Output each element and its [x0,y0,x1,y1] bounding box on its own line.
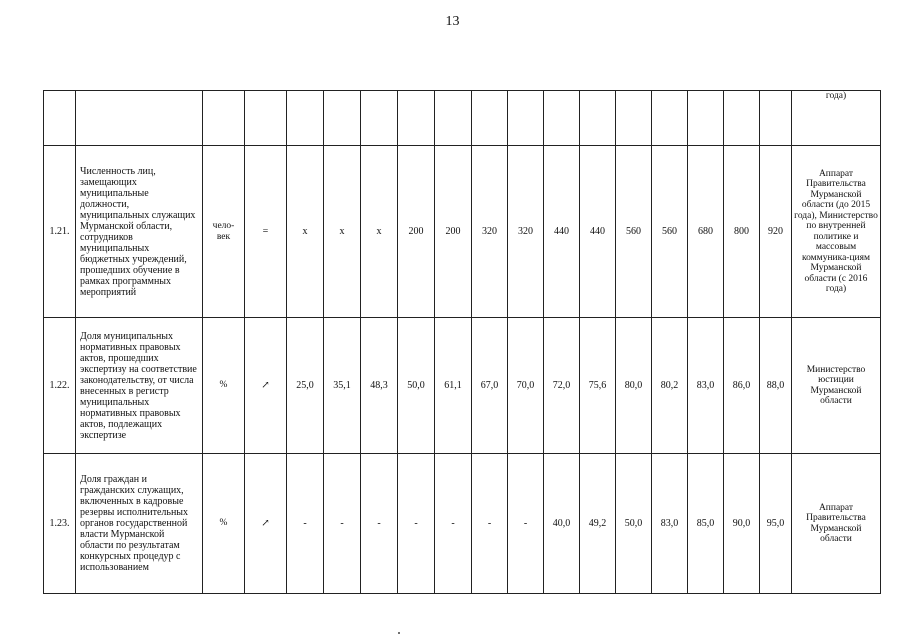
value-cell: 67,0 [472,318,508,454]
value-cell: х [361,146,398,318]
row-number: 1.22. [44,318,76,454]
value-cell: 90,0 [724,454,760,594]
indicators-table [43,90,881,594]
value-cell: 35,1 [324,318,361,454]
value-cell: 49,2 [580,454,616,594]
responsible-body: Аппарат Правительства Мурманской области [792,454,881,594]
value-cell: х [324,146,361,318]
value-cell: 40,0 [544,454,580,594]
cell-responsible: года) [792,91,881,146]
value-cell: - [287,454,324,594]
value-cell: 50,0 [616,454,652,594]
cell-direction [245,91,287,146]
value-cell: 83,0 [688,318,724,454]
value-cell: - [508,454,544,594]
value-cell: - [435,454,472,594]
value-cell: 320 [472,146,508,318]
value-cell: 88,0 [760,318,792,454]
trend-direction: ↗ [245,454,287,594]
row-number: 1.23. [44,454,76,594]
cell-name [76,91,203,146]
value-cell: 70,0 [508,318,544,454]
value-cell: 200 [435,146,472,318]
trend-direction: ↗ [245,318,287,454]
value-cell: 48,3 [361,318,398,454]
value-cell: 85,0 [688,454,724,594]
value-cell: 680 [688,146,724,318]
unit: чело- век [203,146,245,318]
unit: % [203,318,245,454]
scan-speck [398,632,400,634]
unit: % [203,454,245,594]
value-cell: - [324,454,361,594]
table-row [44,318,881,454]
value-cell: 800 [724,146,760,318]
cell-unit [203,91,245,146]
responsible-body: Аппарат Правительства Мурманской области (до 2015 года), Министерство по внутренней политике и массовым коммуника-циям Мурманской области (с 2016 года) [792,146,881,318]
indicator-name: Численность лиц, замещающих муниципальные должности, муниципальных служащих Мурманской области, сотрудников муниципальных бюджетных учреждений, прошедших обучение в рамках программных мероприятий [76,146,203,318]
responsible-body: Министерство юстиции Мурманской области [792,318,881,454]
continuation-row [44,91,881,146]
value-cell: 72,0 [544,318,580,454]
value-cell: 560 [616,146,652,318]
value-cell: х [287,146,324,318]
cell-num [44,91,76,146]
page-number: 13 [445,14,460,29]
indicator-name: Доля граждан и гражданских служащих, включенных в кадровые резервы исполнительных органов государственной власти Мурманской области по результатам конкурсных процедур с использованием [76,454,203,594]
value-cell: 80,0 [616,318,652,454]
value-cell: 95,0 [760,454,792,594]
value-cell: 440 [580,146,616,318]
value-cell: 25,0 [287,318,324,454]
value-cell: 560 [652,146,688,318]
value-cell: - [472,454,508,594]
value-cell: 200 [398,146,435,318]
row-number: 1.21. [44,146,76,318]
value-cell: 61,1 [435,318,472,454]
value-cell: 86,0 [724,318,760,454]
value-cell: - [398,454,435,594]
trend-direction: = [245,146,287,318]
value-cell: 83,0 [652,454,688,594]
indicator-name: Доля муниципальных нормативных правовых актов, прошедших экспертизу на соответствие законодательству, от числа внесенных в регистр муниципальных нормативных правовых актов, подлежащих экспертизе [76,318,203,454]
table-row [44,454,881,594]
value-cell: 75,6 [580,318,616,454]
table-row [44,146,881,318]
value-cell: 440 [544,146,580,318]
value-cell: 50,0 [398,318,435,454]
value-cell: 320 [508,146,544,318]
value-cell: 920 [760,146,792,318]
value-cell: 80,2 [652,318,688,454]
value-cell: - [361,454,398,594]
